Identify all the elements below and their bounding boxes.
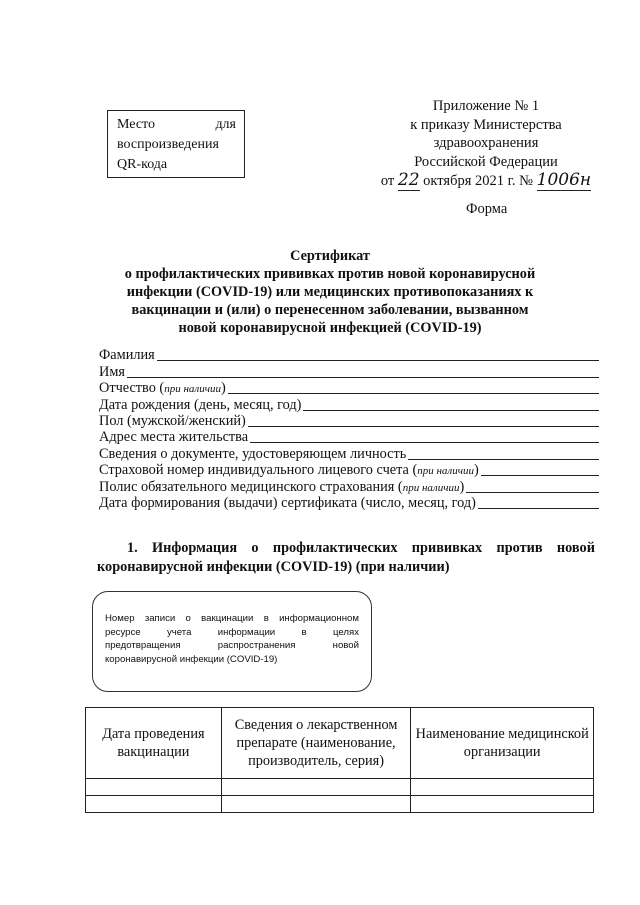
- field-surname: [99, 348, 599, 364]
- record-line-2: ресурсе учета информации в целях: [105, 626, 359, 638]
- section-word: 1.: [127, 540, 138, 556]
- col-medical-organization: Наименование медицинской организации: [411, 708, 594, 779]
- fill-line: [250, 442, 599, 443]
- title-line-3: инфекции (COVID-19) или медицинских противопоказаниях к: [126, 284, 534, 300]
- record-line-1: Номер записи о вакцинации в информационном: [105, 613, 359, 624]
- fill-line: [408, 459, 599, 460]
- qr-label-3: QR-кода: [117, 157, 168, 172]
- table-cell[interactable]: [86, 779, 222, 796]
- field-label: Адрес места жительства: [99, 429, 249, 446]
- field-label: Страховой номер индивидуального лицевого счета (при наличии): [99, 462, 479, 479]
- field-patronymic: [99, 381, 599, 397]
- record-line-4: коронавирусной инфекции (COVID-19): [105, 654, 278, 666]
- annex-line-1: Приложение № 1: [432, 98, 540, 114]
- record-line-3: предотвращения распространения новой: [105, 640, 359, 652]
- field-id-document: [99, 446, 599, 462]
- order-date-mid: октября 2021 г. №: [423, 173, 534, 189]
- section-1-line-2: коронавирусной инфекции (COVID-19) (при наличии): [97, 559, 450, 575]
- fill-line: [157, 360, 599, 361]
- fill-line: [127, 377, 599, 378]
- field-label: Пол (мужской/женский): [99, 412, 246, 429]
- section-word: прививках: [411, 540, 483, 556]
- section-word: о: [251, 540, 259, 556]
- annex-line-4: Российской Федерации: [414, 153, 558, 170]
- qr-label-1a: Место: [117, 117, 155, 132]
- fill-line: [228, 393, 599, 394]
- vaccination-table: [85, 707, 594, 813]
- fill-line: [481, 475, 599, 476]
- field-note: при наличии: [164, 383, 221, 396]
- form-label: Форма: [466, 201, 508, 217]
- field-label: Полис обязательного медицинского страхования (при наличии): [99, 478, 465, 495]
- field-address: [99, 430, 599, 446]
- field-oms-policy: [99, 479, 599, 495]
- table-cell[interactable]: [221, 796, 411, 813]
- table-row: [86, 796, 594, 813]
- col-drug-info: Сведения о лекарственном препарате (наименование, производитель, серия): [221, 708, 411, 779]
- field-label: Фамилия: [99, 347, 155, 364]
- table-row: [86, 779, 594, 796]
- qr-code-placeholder: [107, 110, 245, 178]
- fill-line: [248, 426, 599, 427]
- section-1-heading: [97, 539, 595, 577]
- annex-line-2: к приказу Министерства: [410, 116, 562, 133]
- order-date-prefix: от: [380, 173, 395, 189]
- field-label: Отчество (при наличии): [99, 380, 226, 397]
- table-cell[interactable]: [86, 796, 222, 813]
- section-word: Информация: [152, 540, 238, 556]
- vaccination-record-box: [92, 591, 372, 692]
- certificate-title: [80, 247, 580, 337]
- annex-header: [368, 97, 604, 191]
- field-issue-date: [99, 496, 599, 512]
- col-vaccination-date: Дата проведения вакцинации: [86, 708, 222, 779]
- section-word: профилактических: [272, 540, 398, 556]
- field-sex: [99, 414, 599, 430]
- field-note: при наличии: [402, 481, 460, 494]
- table-cell[interactable]: [411, 796, 594, 813]
- title-line-4: вакцинации и (или) о перенесенном заболевании, вызванном: [131, 302, 529, 318]
- title-line-1: Сертификат: [290, 248, 370, 264]
- field-label: Сведения о документе, удостоверяющем личность: [99, 445, 407, 462]
- field-birth-date: [99, 397, 599, 413]
- table-cell[interactable]: [411, 779, 594, 796]
- field-note: при наличии: [417, 465, 474, 478]
- fill-line: [303, 410, 599, 411]
- order-day-handwritten: 22: [397, 170, 420, 190]
- field-snils: [99, 463, 599, 479]
- annex-order-date: [368, 171, 604, 191]
- annex-line-3: здравоохранения: [433, 135, 539, 151]
- fill-line: [478, 508, 599, 509]
- title-line-2: о профилактических прививках против новой коронавирусной: [124, 266, 536, 282]
- field-name: [99, 364, 599, 380]
- order-number-handwritten: 1006н: [536, 170, 592, 190]
- qr-label-1b: для: [215, 117, 236, 132]
- field-label: Дата рождения (день, месяц, год): [99, 396, 302, 413]
- field-label: Дата формирования (выдачи) сертификата (число, месяц, год): [99, 494, 476, 511]
- title-line-5: новой коронавирусной инфекцией (COVID-19): [178, 320, 482, 336]
- personal-data-fields: [99, 348, 599, 512]
- section-word: против: [496, 540, 543, 556]
- fill-line: [466, 492, 599, 493]
- table-header-row: [86, 708, 594, 779]
- field-label: Имя: [99, 363, 125, 380]
- section-word: новой: [556, 540, 595, 556]
- qr-label-2: воспроизведения: [117, 137, 219, 152]
- table-cell[interactable]: [221, 779, 411, 796]
